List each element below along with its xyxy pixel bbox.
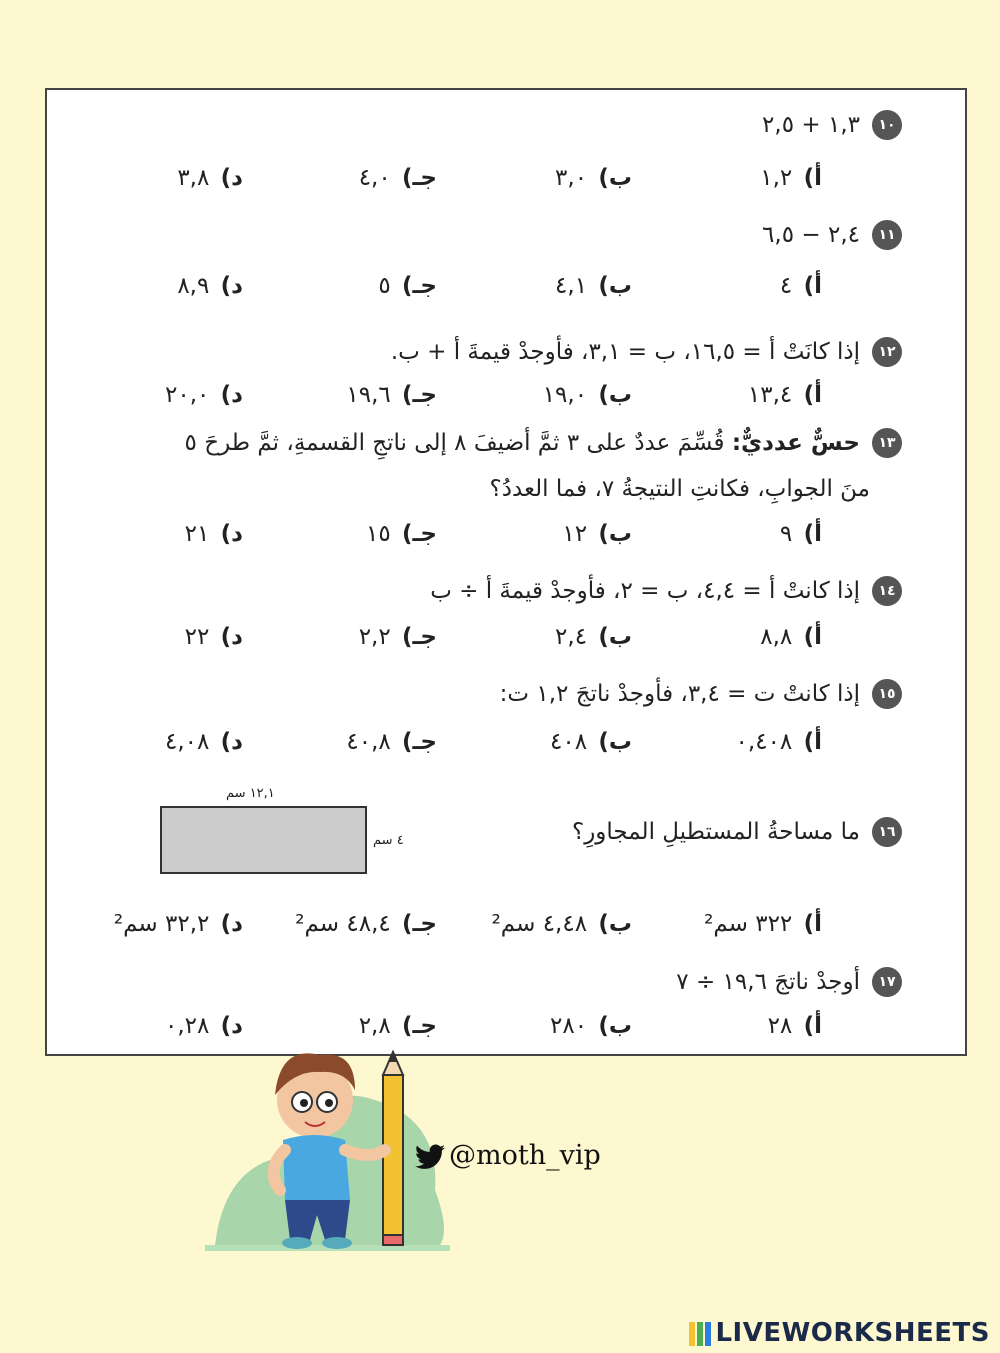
question-text-line2: منَ الجوابِ، فكانتِ النتيجةُ ٧، فما العددُ؟ xyxy=(489,476,870,502)
option-a[interactable]: أ) ١٣,٤ xyxy=(747,382,822,408)
question-number-badge: ١٧ xyxy=(872,967,902,997)
option-a[interactable]: أ) ٢٨ xyxy=(767,1013,822,1039)
question-number-badge: ١٦ xyxy=(872,817,902,847)
question-15 xyxy=(500,679,902,709)
question-text: قُسِّمَ عددٌ على ٣ ثمَّ أضيفَ ٨ إلى ناتجِ القسمةِ، ثمَّ طرحَ ٥ xyxy=(184,430,732,456)
option-a[interactable]: أ) ٣٢٢ سم² xyxy=(704,911,822,937)
option-b[interactable]: ب) ٤٠٨ xyxy=(550,729,632,755)
question-12 xyxy=(391,337,902,367)
option-b[interactable]: ب) ٤,١ xyxy=(555,273,632,299)
question-text: أوجدْ ناتجَ ١٩,٦ ÷ ٧ xyxy=(676,969,860,995)
option-c[interactable]: جـ) ٤٠,٨ xyxy=(346,729,437,755)
option-d[interactable]: د) ٢٢ xyxy=(184,624,243,650)
liveworksheets-logo[interactable]: LIVEWORKSHEETS xyxy=(689,1318,990,1348)
option-b[interactable]: ب) ٢٨٠ xyxy=(550,1013,632,1039)
option-a[interactable]: أ) ١,٢ xyxy=(760,165,822,191)
question-16 xyxy=(572,817,902,847)
question-text: إذا كانَتْ أ = ١٦,٥، ب = ٣,١، فأوجدْ قيمةَ أ + ب. xyxy=(390,339,860,365)
question-text: إذا كانتْ ت = ٣,٤، فأوجدْ ناتجَ ١,٢ ت: xyxy=(499,681,860,707)
option-d[interactable]: د) ٢٠,٠ xyxy=(164,382,243,408)
question-number-badge: ١٤ xyxy=(872,576,902,606)
option-b[interactable]: ب) ٤,٤٨ سم² xyxy=(491,911,632,937)
option-d[interactable]: د) ٤,٠٨ xyxy=(164,729,243,755)
question-text: ما مساحةُ المستطيلِ المجاورِ؟ xyxy=(571,819,860,845)
option-a[interactable]: أ) ٤ xyxy=(779,273,822,299)
option-b[interactable]: ب) ١٩,٠ xyxy=(542,382,632,408)
question-number-badge: ١١ xyxy=(872,220,902,250)
twitter-bird-icon xyxy=(415,1144,445,1170)
question-10 xyxy=(762,110,902,140)
question-text: إذا كانتْ أ = ٤,٤، ب = ٢، فأوجدْ قيمةَ أ ÷ ب xyxy=(430,578,860,604)
option-c[interactable]: جـ) ٤,٠ xyxy=(358,165,437,191)
liveworksheets-logo-icon xyxy=(689,1322,711,1346)
boy-with-pencil-illustration xyxy=(205,1040,450,1255)
option-d[interactable]: د) ٣,٨ xyxy=(177,165,243,191)
option-b[interactable]: ب) ٢,٤ xyxy=(555,624,632,650)
option-c[interactable]: جـ) ١٥ xyxy=(366,521,437,547)
option-c[interactable]: جـ) ٥ xyxy=(378,273,437,299)
question-text: ١,٣ + ٢,٥ xyxy=(762,112,860,138)
question-17 xyxy=(676,967,902,997)
option-c[interactable]: جـ) ١٩,٦ xyxy=(346,382,437,408)
question-13 xyxy=(185,428,902,458)
option-a[interactable]: أ) ٠,٤٠٨ xyxy=(735,729,822,755)
option-d[interactable]: د) ٨,٩ xyxy=(177,273,243,299)
option-b[interactable]: ب) ٣,٠ xyxy=(555,165,632,191)
option-c[interactable]: جـ) ٢,٢ xyxy=(358,624,437,650)
question-14 xyxy=(430,576,902,606)
option-d[interactable]: د) ٢١ xyxy=(184,521,243,547)
question-number-badge: ١٠ xyxy=(872,110,902,140)
question-number-badge: ١٣ xyxy=(872,428,902,458)
rect-height-label: ٤ سم xyxy=(373,833,404,848)
option-b[interactable]: ب) ١٢ xyxy=(562,521,632,547)
option-a[interactable]: أ) ٩ xyxy=(779,521,822,547)
question-11 xyxy=(762,220,902,250)
option-a[interactable]: أ) ٨,٨ xyxy=(760,624,822,650)
twitter-handle[interactable]: @moth_vip xyxy=(415,1140,601,1171)
rect-width-label: ١٢,١ سم xyxy=(226,786,275,801)
option-c[interactable]: جـ) ٤٨,٤ سم² xyxy=(295,911,437,937)
question-number-badge: ١٢ xyxy=(872,337,902,367)
question-heading: حسٌّ عدديٌّ: xyxy=(731,430,860,456)
question-number-badge: ١٥ xyxy=(872,679,902,709)
rectangle-figure xyxy=(160,806,367,874)
option-d[interactable]: د) ٣٢,٢ سم² xyxy=(113,911,243,937)
question-text: ٢,٤ − ٦,٥ xyxy=(762,222,860,248)
option-c[interactable]: جـ) ٢,٨ xyxy=(358,1013,437,1039)
option-d[interactable]: د) ٠,٢٨ xyxy=(164,1013,243,1039)
